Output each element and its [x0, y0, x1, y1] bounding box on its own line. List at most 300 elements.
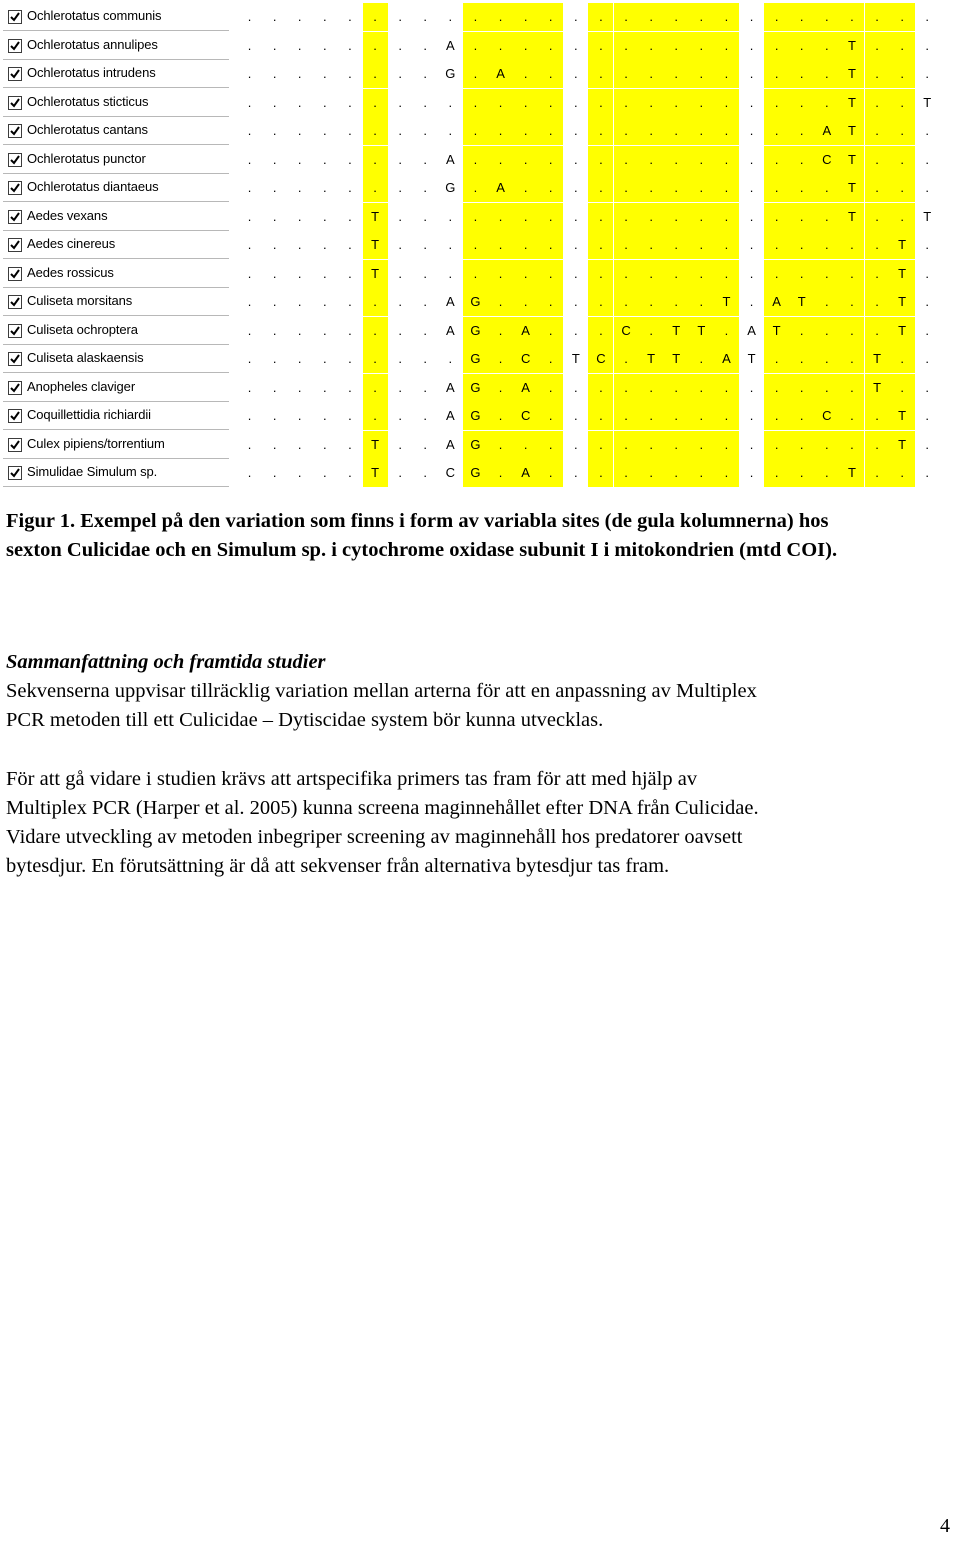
alignment-cell: .	[348, 351, 352, 366]
alignment-cell: .	[363, 117, 388, 145]
alignment-cell: .	[538, 117, 563, 145]
alignment-cell: .	[664, 146, 689, 174]
alignment-cell: T	[890, 317, 915, 345]
alignment-cell: .	[297, 322, 302, 338]
alignment-cell: .	[925, 37, 930, 53]
alignment-cell: .	[614, 146, 639, 174]
alignment-cell: .	[348, 408, 352, 423]
alignment-cell: .	[398, 408, 402, 423]
species-label	[3, 146, 229, 174]
alignment-cell: .	[890, 32, 915, 60]
alignment-cell: .	[323, 379, 327, 395]
species-name: Ochlerotatus punctor	[27, 150, 146, 166]
alignment-cell: .	[348, 208, 352, 224]
alignment-cell: .	[764, 203, 789, 231]
alignment-cell: .	[614, 260, 639, 288]
alignment-cell: A	[488, 174, 513, 202]
alignment-cell: .	[448, 237, 453, 252]
alignment-cell: .	[323, 265, 327, 281]
alignment-cell: .	[749, 180, 754, 195]
alignment-cell: .	[664, 431, 689, 459]
alignment-cell: .	[865, 317, 890, 345]
alignment-cell: .	[272, 94, 277, 110]
alignment-cell: .	[297, 465, 302, 480]
alignment-cell: .	[664, 60, 689, 88]
alignment-cell: .	[764, 231, 789, 259]
alignment-cell: .	[714, 146, 739, 174]
species-checkbox[interactable]	[8, 267, 22, 281]
alignment-cell: .	[463, 231, 488, 259]
alignment-cell: .	[764, 260, 789, 288]
checkmark-icon	[9, 239, 21, 251]
alignment-cell: .	[588, 317, 613, 345]
alignment-row	[3, 345, 936, 373]
alignment-cell: .	[463, 117, 488, 145]
alignment-cell: T	[363, 260, 388, 288]
alignment-cell: .	[639, 317, 664, 345]
species-checkbox[interactable]	[8, 10, 22, 24]
alignment-cell: .	[538, 203, 563, 231]
alignment-cell: .	[398, 379, 402, 395]
alignment-cell: .	[890, 3, 915, 31]
alignment-cell: .	[323, 9, 327, 24]
alignment-cell: .	[689, 431, 714, 459]
alignment-cell: .	[588, 231, 613, 259]
alignment-cell: .	[538, 345, 563, 373]
alignment-cell: .	[297, 351, 302, 366]
alignment-cell: .	[247, 66, 252, 81]
alignment-cell: .	[348, 436, 352, 452]
species-name: Coquillettidia richiardii	[27, 407, 151, 422]
species-name: Aedes rossicus	[27, 264, 114, 280]
alignment-cell: .	[639, 260, 664, 288]
species-checkbox[interactable]	[8, 438, 22, 452]
alignment-cell: .	[398, 180, 402, 195]
species-checkbox[interactable]	[8, 381, 22, 395]
alignment-cell: T	[890, 231, 915, 259]
alignment-row	[3, 402, 936, 430]
alignment-cell: A	[446, 379, 455, 395]
alignment-cell: .	[297, 265, 302, 281]
alignment-cell: .	[297, 66, 302, 81]
alignment-cell: .	[639, 117, 664, 145]
alignment-cell: .	[574, 94, 578, 110]
alignment-cell: .	[538, 459, 563, 487]
alignment-cell: .	[865, 231, 890, 259]
alignment-cell: .	[423, 66, 428, 81]
alignment-cell: .	[272, 294, 277, 309]
alignment-cell: .	[574, 237, 578, 252]
alignment-cell: .	[588, 288, 613, 316]
alignment-cell: A	[764, 288, 789, 316]
alignment-cell: .	[749, 94, 754, 110]
alignment-cell: .	[865, 459, 890, 487]
alignment-cell: .	[323, 94, 327, 110]
alignment-cell: .	[749, 294, 754, 309]
species-checkbox[interactable]	[8, 295, 22, 309]
alignment-cell: T	[890, 260, 915, 288]
alignment-cell: .	[348, 94, 352, 110]
alignment-cell: .	[865, 60, 890, 88]
alignment-cell: .	[664, 260, 689, 288]
checkmark-icon	[9, 410, 21, 422]
alignment-cell: .	[814, 374, 839, 402]
alignment-cell: .	[614, 3, 639, 31]
alignment-cell: .	[363, 317, 388, 345]
alignment-cell: C	[588, 345, 613, 373]
alignment-cell: .	[865, 431, 890, 459]
alignment-cell: .	[814, 260, 839, 288]
alignment-cell: .	[814, 174, 839, 202]
alignment-cell: .	[749, 66, 754, 81]
species-checkbox[interactable]	[8, 466, 22, 480]
alignment-cell: .	[538, 402, 563, 430]
alignment-cell: T	[664, 317, 689, 345]
species-name: Culex pipiens/torrentium	[27, 435, 165, 451]
alignment-cell: .	[574, 465, 578, 480]
alignment-cell: .	[423, 123, 428, 138]
alignment-cell: .	[614, 345, 639, 373]
alignment-cell: .	[689, 89, 714, 117]
alignment-cell: G	[463, 317, 488, 345]
alignment-cell: .	[588, 3, 613, 31]
alignment-cell: .	[513, 288, 538, 316]
alignment-cell: .	[789, 60, 814, 88]
alignment-cell: T	[839, 89, 864, 117]
alignment-cell: .	[789, 174, 814, 202]
alignment-cell: .	[348, 180, 352, 195]
species-checkbox[interactable]	[8, 96, 22, 110]
alignment-cell: .	[272, 180, 277, 195]
alignment-cell: G	[445, 180, 456, 195]
alignment-cell: .	[488, 459, 513, 487]
alignment-cell: .	[865, 402, 890, 430]
alignment-cell: .	[247, 123, 252, 138]
figure-caption-line-1: Figur 1. Exempel på den variation som finns i form av variabla sites (de gula kolumnerna) hos	[6, 510, 829, 532]
figure-caption-line-2: sexton Culicidae och en Simulum sp. i cytochrome oxidase subunit I i mitokondrien (mtd COI).	[6, 539, 838, 561]
alignment-cell: .	[247, 94, 252, 110]
alignment-cell: G	[463, 402, 488, 430]
alignment-cell: .	[247, 37, 252, 53]
alignment-cell: .	[865, 89, 890, 117]
alignment-cell: .	[297, 9, 302, 24]
alignment-cell: .	[639, 431, 664, 459]
species-name: Ochlerotatus communis	[27, 8, 162, 23]
alignment-cell: .	[814, 203, 839, 231]
alignment-cell: .	[272, 66, 277, 81]
alignment-cell: .	[423, 9, 428, 24]
alignment-cell: .	[538, 431, 563, 459]
alignment-cell: .	[614, 374, 639, 402]
alignment-cell: T	[839, 203, 864, 231]
alignment-cell: .	[814, 89, 839, 117]
alignment-cell: .	[689, 60, 714, 88]
checkmark-icon	[9, 68, 21, 80]
species-label	[3, 117, 229, 145]
alignment-cell: .	[588, 89, 613, 117]
alignment-cell: .	[614, 431, 639, 459]
species-name: Ochlerotatus sticticus	[27, 93, 149, 109]
alignment-cell: .	[689, 32, 714, 60]
checkmark-icon	[9, 296, 21, 308]
species-name: Ochlerotatus diantaeus	[27, 179, 159, 194]
species-name: Ochlerotatus cantans	[27, 122, 148, 137]
alignment-cell: .	[538, 3, 563, 31]
alignment-cell: .	[247, 294, 252, 309]
alignment-cell: .	[789, 459, 814, 487]
alignment-cell: .	[463, 146, 488, 174]
alignment-cell: .	[890, 459, 915, 487]
alignment-cell: .	[614, 117, 639, 145]
alignment-cell: .	[513, 231, 538, 259]
alignment-cell: .	[363, 174, 388, 202]
species-checkbox[interactable]	[8, 324, 22, 338]
alignment-cell: T	[363, 231, 388, 259]
alignment-cell: T	[789, 288, 814, 316]
alignment-cell: .	[448, 123, 453, 138]
alignment-cell: .	[614, 402, 639, 430]
alignment-cell: .	[323, 37, 327, 53]
alignment-cell: .	[890, 89, 915, 117]
alignment-cell: .	[538, 146, 563, 174]
alignment-cell: .	[423, 180, 428, 195]
species-name: Simulidae Simulum sp.	[27, 464, 158, 479]
alignment-cell: .	[814, 431, 839, 459]
species-checkbox[interactable]	[8, 352, 22, 366]
alignment-cell: .	[348, 66, 352, 81]
alignment-cell: .	[247, 180, 252, 195]
species-checkbox[interactable]	[8, 153, 22, 167]
paragraph-2-line-1: För att gå vidare i studien krävs att artspecifika primers tas fram för att med hjälp av	[6, 768, 698, 790]
alignment-cell: .	[639, 3, 664, 31]
alignment-cell: .	[297, 94, 302, 110]
alignment-cell: .	[839, 260, 864, 288]
alignment-cell: .	[463, 60, 488, 88]
alignment-cell: .	[423, 322, 428, 338]
alignment-cell: .	[398, 9, 402, 24]
alignment-cell: .	[513, 174, 538, 202]
species-checkbox[interactable]	[8, 210, 22, 224]
species-label	[3, 288, 229, 316]
alignment-cell: .	[789, 3, 814, 31]
alignment-cell: .	[574, 265, 578, 281]
alignment-cell: .	[513, 260, 538, 288]
species-label	[3, 431, 229, 459]
alignment-cell: .	[639, 231, 664, 259]
alignment-cell: .	[749, 151, 754, 167]
alignment-cell: .	[323, 66, 327, 81]
alignment-cell: .	[463, 260, 488, 288]
species-label	[3, 174, 229, 202]
alignment-cell: .	[538, 32, 563, 60]
alignment-cell: .	[925, 408, 930, 423]
alignment-cell: .	[423, 379, 428, 395]
alignment-cell: .	[488, 203, 513, 231]
alignment-cell: .	[588, 117, 613, 145]
species-label	[3, 89, 229, 117]
alignment-cell: C	[513, 345, 538, 373]
alignment-cell: G	[445, 66, 456, 81]
alignment-cell: .	[513, 3, 538, 31]
alignment-cell: .	[323, 408, 327, 423]
checkmark-icon	[9, 182, 21, 194]
alignment-cell: .	[398, 465, 402, 480]
alignment-cell: .	[789, 231, 814, 259]
alignment-cell: .	[488, 288, 513, 316]
alignment-cell: .	[865, 146, 890, 174]
alignment-cell: .	[789, 89, 814, 117]
alignment-cell: .	[764, 431, 789, 459]
alignment-cell: .	[297, 208, 302, 224]
alignment-cell: .	[639, 459, 664, 487]
alignment-cell: .	[839, 402, 864, 430]
alignment-cell: .	[614, 203, 639, 231]
alignment-cell: .	[614, 288, 639, 316]
alignment-cell: .	[925, 265, 930, 281]
alignment-cell: .	[272, 123, 277, 138]
alignment-cell: .	[588, 203, 613, 231]
checkmark-icon	[9, 467, 21, 479]
alignment-cell: .	[839, 231, 864, 259]
alignment-cell: .	[272, 9, 277, 24]
alignment-cell: .	[925, 66, 930, 81]
alignment-cell: .	[348, 294, 352, 309]
alignment-cell: .	[488, 89, 513, 117]
species-label	[3, 317, 229, 345]
alignment-cell: .	[398, 322, 402, 338]
alignment-cell: .	[764, 3, 789, 31]
alignment-cell: .	[749, 465, 754, 480]
alignment-cell: .	[488, 345, 513, 373]
alignment-cell: T	[689, 317, 714, 345]
alignment-cell: .	[363, 89, 388, 117]
alignment-cell: .	[574, 436, 578, 452]
alignment-cell: G	[463, 288, 488, 316]
alignment-cell: .	[297, 408, 302, 423]
species-name: Culiseta ochroptera	[27, 321, 138, 337]
alignment-cell: .	[664, 89, 689, 117]
alignment-cell: .	[398, 208, 402, 224]
alignment-cell: T	[639, 345, 664, 373]
checkmark-icon	[9, 353, 21, 365]
alignment-cell: .	[348, 379, 352, 395]
species-label	[3, 60, 229, 88]
alignment-cell: .	[574, 180, 578, 195]
alignment-cell: .	[323, 294, 327, 309]
alignment-cell: .	[297, 151, 302, 167]
alignment-cell: .	[423, 294, 428, 309]
alignment-cell: .	[348, 151, 352, 167]
species-checkbox[interactable]	[8, 181, 22, 195]
alignment-cell: .	[574, 208, 578, 224]
alignment-cell: .	[714, 317, 739, 345]
alignment-row	[3, 288, 936, 316]
alignment-cell: C	[513, 402, 538, 430]
alignment-cell: .	[247, 408, 252, 423]
alignment-cell: T	[363, 459, 388, 487]
alignment-cell: A	[814, 117, 839, 145]
alignment-cell: .	[764, 60, 789, 88]
alignment-cell: T	[839, 32, 864, 60]
alignment-cell: A	[446, 294, 455, 309]
species-checkbox[interactable]	[8, 409, 22, 423]
species-label	[3, 374, 229, 402]
alignment-cell: .	[423, 436, 428, 452]
alignment-cell: .	[247, 436, 252, 452]
alignment-cell: T	[764, 317, 789, 345]
species-checkbox[interactable]	[8, 124, 22, 138]
alignment-cell: .	[925, 351, 930, 366]
alignment-cell: .	[925, 9, 930, 24]
alignment-cell: .	[764, 402, 789, 430]
alignment-cell: .	[689, 288, 714, 316]
alignment-cell: .	[814, 32, 839, 60]
species-checkbox[interactable]	[8, 67, 22, 81]
alignment-cell: .	[839, 288, 864, 316]
alignment-cell: .	[925, 151, 930, 167]
alignment-cell: A	[513, 317, 538, 345]
alignment-cell: C	[445, 465, 456, 480]
alignment-cell: .	[348, 322, 352, 338]
alignment-cell: .	[689, 146, 714, 174]
alignment-cell: .	[272, 208, 277, 224]
species-checkbox[interactable]	[8, 39, 22, 53]
alignment-cell: .	[538, 288, 563, 316]
checkmark-icon	[9, 11, 21, 23]
alignment-cell: .	[272, 351, 277, 366]
species-checkbox[interactable]	[8, 238, 22, 252]
alignment-cell: .	[513, 203, 538, 231]
species-label	[3, 402, 229, 430]
alignment-cell: .	[839, 431, 864, 459]
alignment-cell: .	[423, 465, 428, 480]
alignment-cell: .	[749, 436, 754, 452]
alignment-cell: .	[538, 89, 563, 117]
alignment-cell: A	[446, 322, 455, 338]
alignment-cell: .	[574, 408, 578, 423]
alignment-cell: .	[890, 203, 915, 231]
alignment-cell: .	[714, 60, 739, 88]
alignment-cell: T	[890, 431, 915, 459]
alignment-cell: .	[513, 431, 538, 459]
alignment-cell: .	[714, 459, 739, 487]
alignment-cell: .	[764, 146, 789, 174]
alignment-cell: .	[463, 174, 488, 202]
alignment-row	[3, 431, 936, 459]
species-name: Ochlerotatus intrudens	[27, 65, 156, 80]
alignment-cell: .	[348, 265, 352, 281]
paragraph-2-line-2: Multiplex PCR (Harper et al. 2005) kunna screena maginnehållet efter DNA från Culicidae.	[6, 797, 759, 819]
alignment-cell: T	[714, 288, 739, 316]
alignment-cell: .	[297, 123, 302, 138]
alignment-cell: .	[398, 265, 402, 281]
alignment-cell: .	[348, 37, 352, 53]
alignment-cell: .	[448, 94, 453, 110]
alignment-cell: T	[865, 374, 890, 402]
alignment-cell: .	[814, 231, 839, 259]
checkmark-icon	[9, 268, 21, 280]
alignment-cell: .	[488, 374, 513, 402]
alignment-cell: .	[814, 345, 839, 373]
alignment-cell: .	[297, 436, 302, 452]
alignment-cell: .	[789, 32, 814, 60]
alignment-cell: .	[363, 345, 388, 373]
alignment-cell: .	[272, 379, 277, 395]
checkmark-icon	[9, 325, 21, 337]
alignment-cell: .	[323, 208, 327, 224]
alignment-cell: .	[865, 174, 890, 202]
alignment-cell: .	[297, 237, 302, 252]
